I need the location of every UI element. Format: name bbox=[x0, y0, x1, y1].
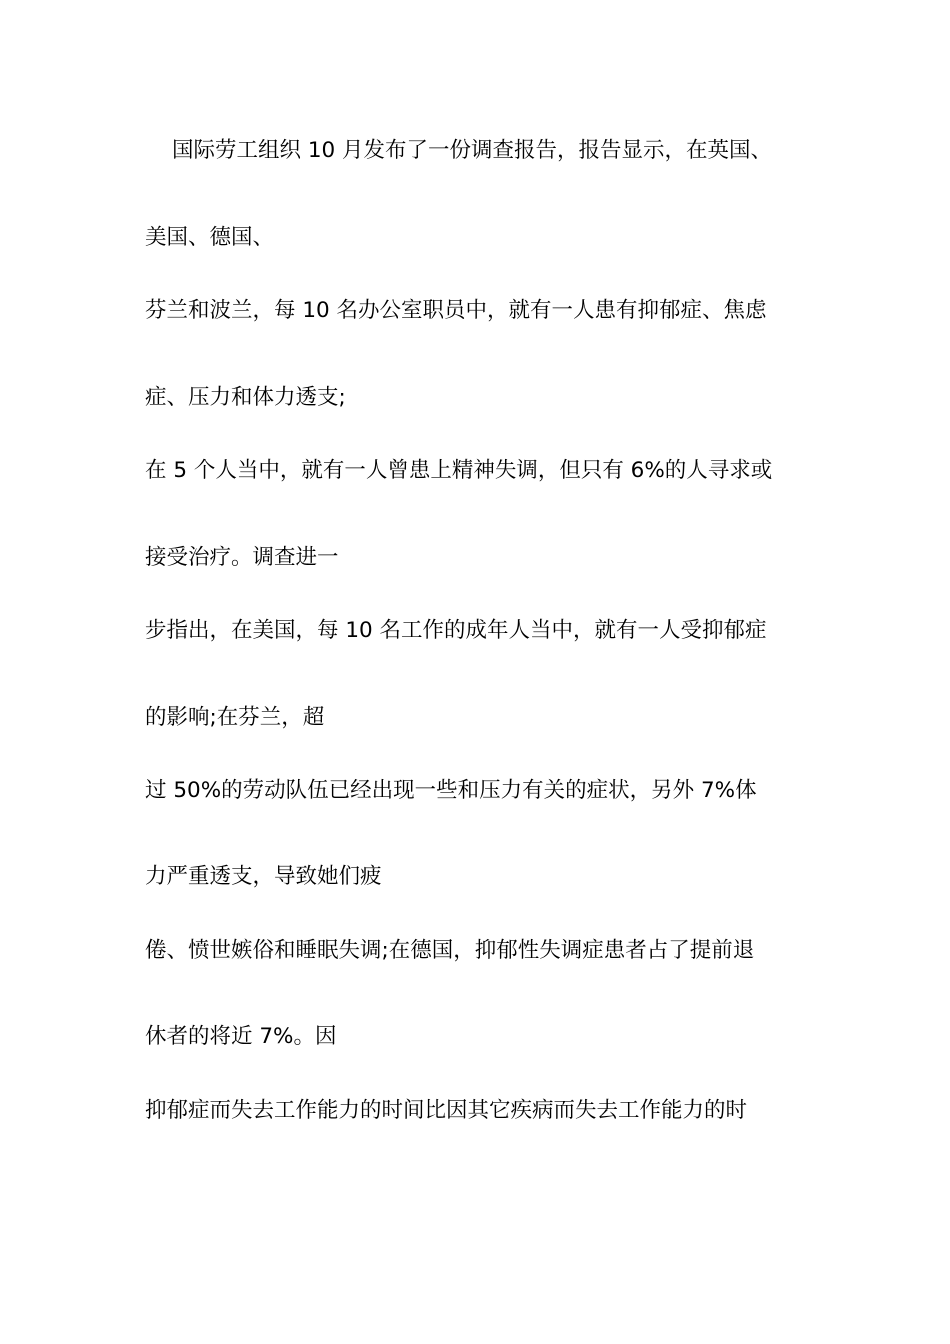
text-line: 抑郁症而失去工作能力的时间比因其它疾病而失去工作能力的时 bbox=[145, 1098, 748, 1123]
text-line: 过 50%的劳动队伍已经出现一些和压力有关的症状，另外 7%体 bbox=[145, 778, 757, 803]
text-line: 在 5 个人当中，就有一人曾患上精神失调，但只有 6%的人寻求或 bbox=[145, 458, 773, 483]
text-line: 力严重透支，导致她们疲 bbox=[145, 864, 382, 889]
text-line: 症、压力和体力透支; bbox=[145, 385, 346, 410]
text-line: 国际劳工组织 10 月发布了一份调查报告，报告显示，在英国、 bbox=[172, 138, 773, 163]
text-line: 的影响;在芬兰，超 bbox=[145, 705, 325, 730]
text-line: 芬兰和波兰，每 10 名办公室职员中，就有一人患有抑郁症、焦虑 bbox=[145, 298, 767, 323]
text-line: 步指出，在美国，每 10 名工作的成年人当中，就有一人受抑郁症 bbox=[145, 618, 767, 643]
text-line: 美国、德国、 bbox=[145, 225, 275, 250]
text-line: 休者的将近 7%。因 bbox=[145, 1024, 337, 1049]
text-line: 倦、愤世嫉俗和睡眠失调;在德国，抑郁性失调症患者占了提前退 bbox=[145, 938, 755, 963]
text-line: 接受治疗。调查进一 bbox=[145, 545, 339, 570]
